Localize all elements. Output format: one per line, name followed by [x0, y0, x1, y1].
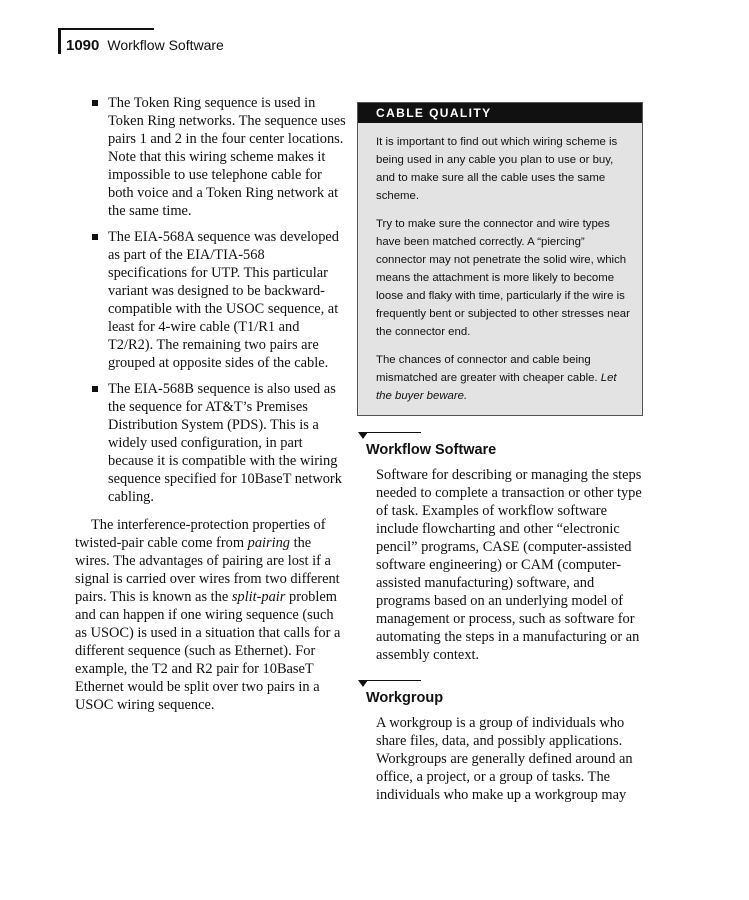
bullet-item-token-ring	[75, 94, 347, 220]
sidebar-paragraph: The chances of connector and cable being mismatched are greater with cheaper cable. Let the buyer beware.	[376, 354, 617, 402]
triangle-down-icon	[358, 432, 368, 439]
left-column	[75, 94, 347, 714]
sidebar-box	[357, 102, 643, 416]
sidebar-title: CABLE QUALITY	[358, 103, 642, 123]
bullet-square-icon	[92, 100, 98, 106]
emphasis-pairing: pairing	[247, 535, 291, 551]
running-title: Workflow Software	[107, 37, 224, 53]
entry-title: Workgroup	[366, 690, 444, 706]
running-header	[66, 37, 224, 54]
entry-text: A workgroup is a group of individuals who share files, data, and possibly applications. Workgroups are generally defined around an office, a project, or a group of tasks. The individuals who make up a workgroup may	[376, 715, 633, 803]
entry-rule	[363, 680, 421, 681]
bullet-text: The EIA-568A sequence was developed as part of the EIA/TIA-568 specifications for UTP. This particular variant was designed to be backward-compatible with the USOC sequence, at least for 4-wire cable (T1/R1 and T2/R2). The remaining two pairs are grouped at opposite sides of the cable.	[108, 229, 339, 371]
bullet-square-icon	[92, 234, 98, 240]
entry-rule	[363, 432, 421, 433]
entry-workflow-software	[358, 432, 643, 664]
entry-title: Workflow Software	[366, 442, 497, 458]
sidebar-body	[358, 123, 642, 405]
bullet-item-eia-568b	[75, 380, 347, 506]
page-number: 1090	[66, 37, 100, 54]
bullet-square-icon	[92, 386, 98, 392]
body-paragraph: The interference-protection properties of twisted-pair cable come from pairing the wires. The advantages of pairing are lost if a signal is carried over wires from two different pairs. This is known as the split-pair problem and can happen if one wiring sequence (such as USOC) is used in a situation that calls for a different sequence (such as Ethernet). For example, the T2 and R2 pair for 10BaseT Ethernet would be split over two pairs in a USOC wiring sequence.	[75, 517, 341, 713]
triangle-down-icon	[358, 680, 368, 687]
entry-workgroup	[358, 680, 643, 804]
header-rule-vertical	[58, 28, 61, 54]
entry-marker	[358, 432, 643, 440]
bullet-text: The Token Ring sequence is used in Token Ring networks. The sequence uses pairs 1 and 2 in the four center locations. Note that this wiring scheme makes it impossible to use telephone cable for both voice and a Token Ring network at the same time.	[108, 95, 346, 219]
entry-text: Software for describing or managing the steps needed to complete a transaction or other type of task. Examples of workflow software include flowcharting and other “electronic pencil” programs, CASE (computer-assisted software engineering) or CAM (computer-assisted manufacturing) software, and programs based on an underlying model of management or process, such as software for automating the steps in a manufacturing or an assembly context.	[376, 467, 642, 663]
sidebar-paragraph: It is important to find out which wiring scheme is being used in any cable you plan to use or buy, and to make sure all the cable uses the same scheme.	[376, 136, 618, 202]
bullet-item-eia-568a	[75, 228, 347, 372]
bullet-list	[75, 94, 347, 506]
entry-marker	[358, 680, 643, 688]
header-rule-horizontal	[58, 28, 154, 30]
emphasis-split-pair: split-pair	[231, 589, 286, 605]
sidebar-emphasis: Let the buyer beware.	[376, 372, 617, 402]
sidebar-paragraph: Try to make sure the connector and wire types have been matched correctly. A “piercing” connector may not penetrate the solid wire, which means the attachment is more likely to become loose and flaky with time, particularly if the wire is frequently bent or subjected to other stresses near the connector end.	[376, 218, 630, 338]
bullet-text: The EIA-568B sequence is also used as the sequence for AT&T’s Premises Distribution System (PDS). This is a widely used configuration, in part because it is compatible with the wiring sequence specified for 10BaseT network cabling.	[108, 381, 342, 505]
